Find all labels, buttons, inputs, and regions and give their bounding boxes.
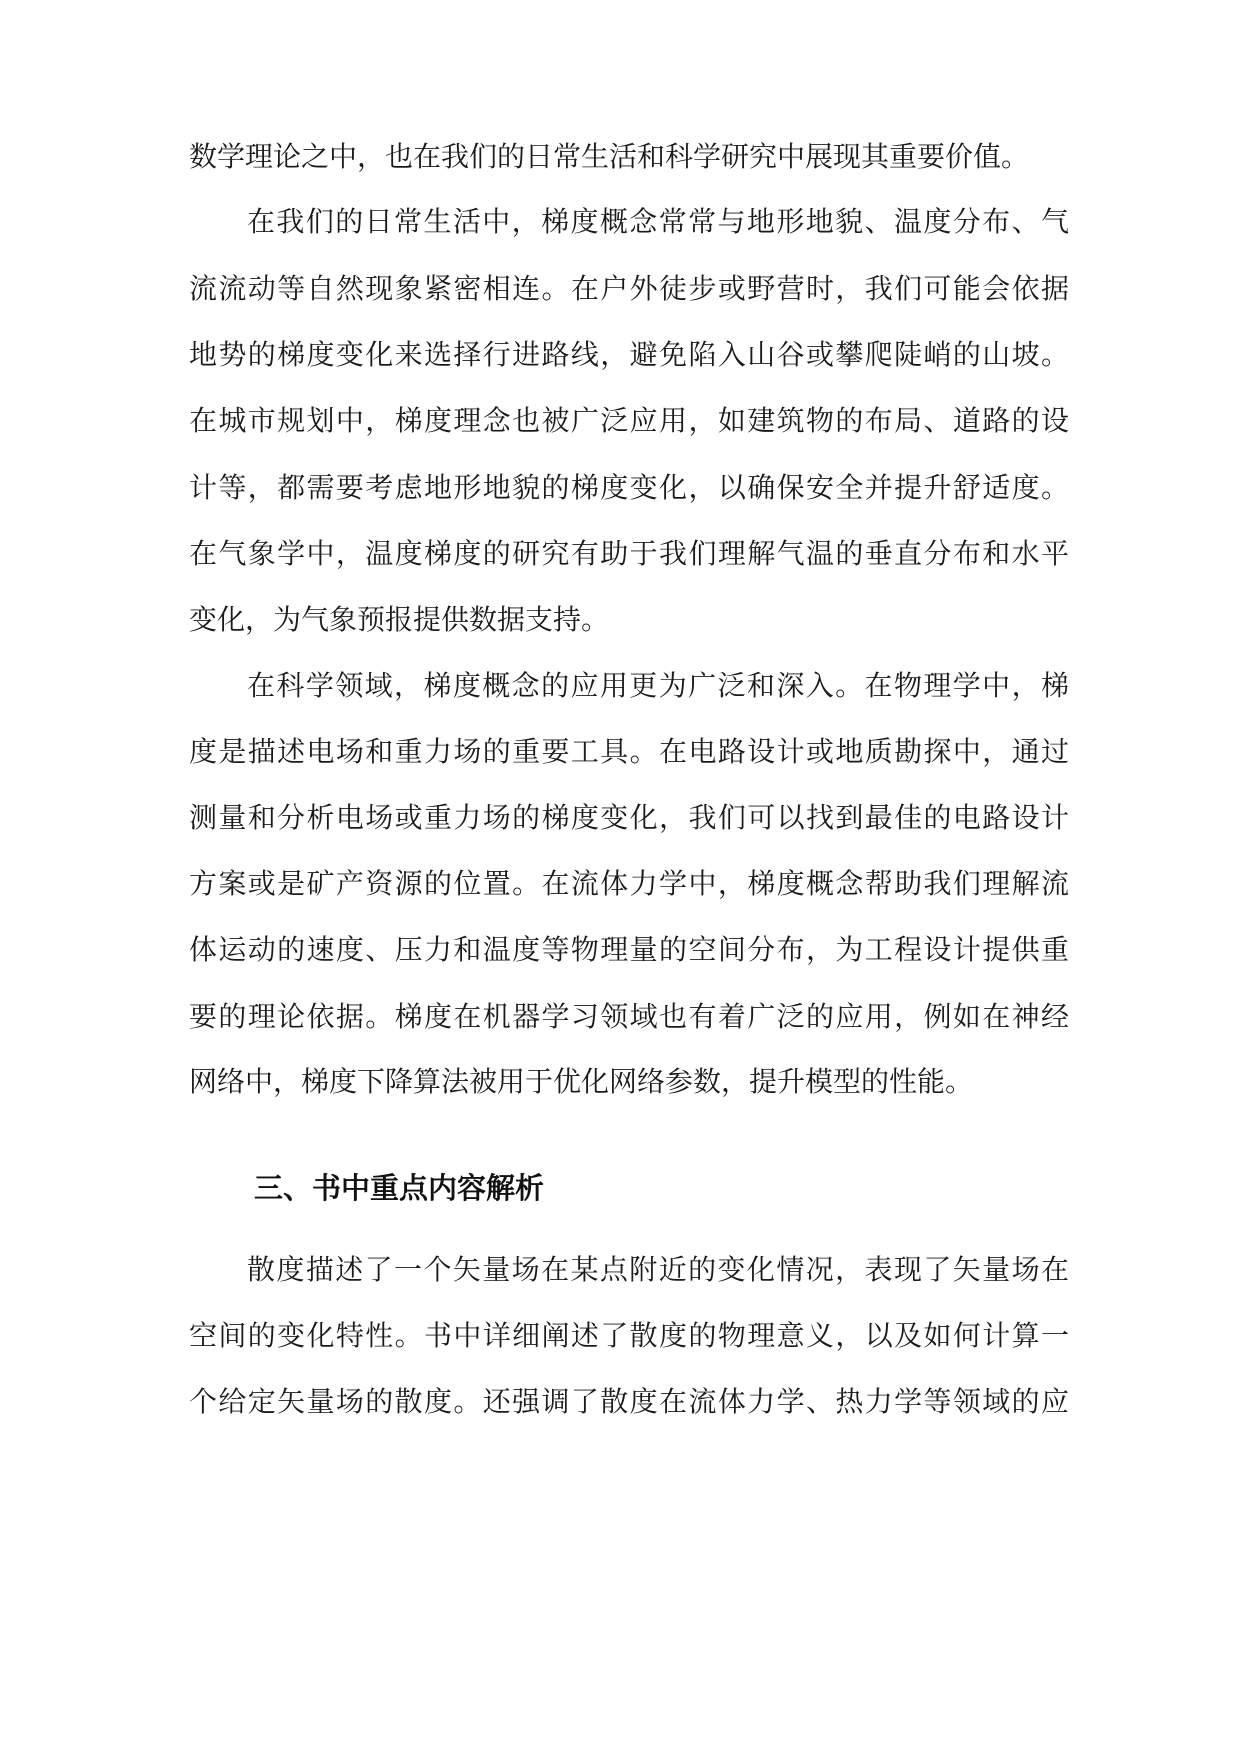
paragraph-4-line-3: 个给定矢量场的散度。还强调了散度在流体力学、热力学等领域的应 — [189, 1385, 1069, 1418]
paragraph-2-line-1: 在我们的日常生活中，梯度概念常常与地形地貌、温度分布、气 — [247, 205, 1069, 238]
section-heading: 三、书中重点内容解析 — [254, 1171, 545, 1205]
paragraph-3-line-3: 测量和分析电场或重力场的梯度变化，我们可以找到最佳的电路设计 — [189, 801, 1069, 834]
paragraph-3-line-4: 方案或是矿产资源的位置。在流体力学中，梯度概念帮助我们理解流 — [189, 867, 1069, 900]
paragraph-2-line-4: 在城市规划中，梯度理念也被广泛应用，如建筑物的布局、道路的设 — [189, 404, 1069, 437]
paragraph-2-line-2: 流流动等自然现象紧密相连。在户外徒步或野营时，我们可能会依据 — [189, 272, 1069, 305]
paragraph-2-line-3: 地势的梯度变化来选择行进路线，避免陷入山谷或攀爬陡峭的山坡。 — [189, 338, 1069, 371]
paragraph-3-line-5: 体运动的速度、压力和温度等物理量的空间分布，为工程设计提供重 — [189, 933, 1069, 966]
paragraph-3-line-1: 在科学领域，梯度概念的应用更为广泛和深入。在物理学中，梯 — [247, 669, 1069, 702]
paragraph-3-line-2: 度是描述电场和重力场的重要工具。在电路设计或地质勘探中，通过 — [189, 735, 1069, 768]
paragraph-4-line-1: 散度描述了一个矢量场在某点附近的变化情况，表现了矢量场在 — [247, 1253, 1069, 1286]
paragraph-2-line-6: 在气象学中，温度梯度的研究有助于我们理解气温的垂直分布和水平 — [189, 537, 1069, 570]
paragraph-3-line-7: 网络中，梯度下降算法被用于优化网络参数，提升模型的性能。 — [189, 1065, 974, 1098]
paragraph-1-line-1: 数学理论之中，也在我们的日常生活和科学研究中展现其重要价值。 — [189, 140, 1030, 173]
paragraph-2-line-5: 计等，都需要考虑地形地貌的梯度变化，以确保安全并提升舒适度。 — [189, 471, 1069, 504]
paragraph-3-line-6: 要的理论依据。梯度在机器学习领域也有着广泛的应用，例如在神经 — [189, 1000, 1069, 1033]
paragraph-2-line-7: 变化，为气象预报提供数据支持。 — [189, 603, 610, 636]
paragraph-4-line-2: 空间的变化特性。书中详细阐述了散度的物理意义，以及如何计算一 — [189, 1319, 1069, 1352]
